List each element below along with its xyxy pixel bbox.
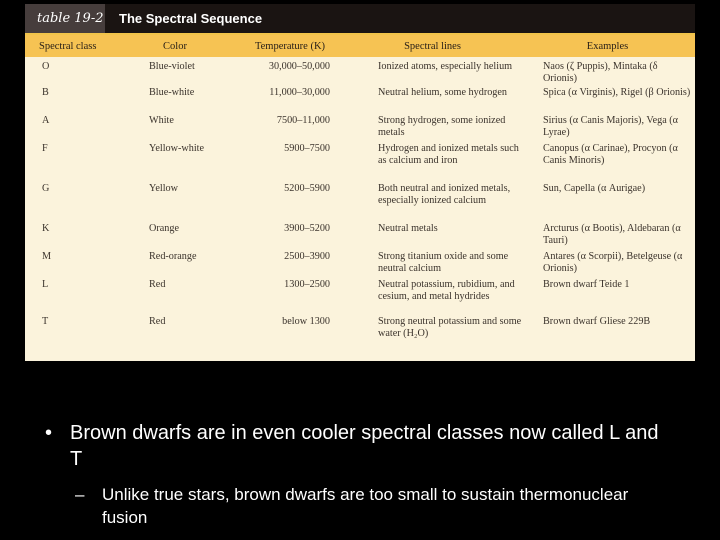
cell-class: F [42, 143, 48, 154]
cell-temperature: 30,000–50,000 [268, 61, 330, 72]
cell-temperature: 7500–11,000 [276, 115, 330, 126]
cell-color: Red-orange [149, 251, 197, 262]
cell-examples: Canopus (α Carinae), Procyon (α Canis Minoris) [543, 143, 678, 166]
cell-class: M [42, 251, 52, 262]
table-row [25, 61, 695, 87]
table-row [25, 115, 695, 143]
cell-color: Blue-violet [149, 61, 195, 72]
cell-class: A [42, 115, 50, 126]
cell-examples: Antares (α Scorpii), Betelgeuse (α Orionis) [543, 251, 683, 274]
cell-color: Blue-white [149, 87, 195, 98]
cell-lines: Neutral helium, some hydrogen [378, 87, 508, 98]
cell-color: Yellow-white [149, 143, 204, 154]
cell-examples: Sirius (α Canis Majoris), Vega (α Lyrae) [543, 115, 678, 138]
table-number-label: table 19-2 [25, 4, 105, 33]
cell-examples: Brown dwarf Teide 1 [543, 279, 630, 290]
bullet-main [45, 420, 665, 472]
cell-examples: Brown dwarf Gliese 229B [543, 316, 651, 327]
column-header-lines: Spectral lines [404, 40, 461, 52]
cell-class: O [42, 61, 50, 72]
cell-lines: Both neutral and ionized metals, especially ionized calcium [378, 183, 511, 206]
cell-examples: Naos (ζ Puppis), Mintaka (δ Orionis) [543, 61, 658, 84]
table-header-bar [25, 4, 695, 35]
cell-examples: Spica (α Virginis), Rigel (β Orionis) [543, 87, 691, 98]
cell-class: L [42, 279, 49, 290]
cell-temperature: 11,000–30,000 [269, 87, 330, 98]
cell-class: G [42, 183, 50, 194]
table-row [25, 223, 695, 251]
cell-class: K [42, 223, 50, 234]
column-header-temperature: Temperature (K) [254, 40, 326, 52]
table-row [25, 316, 695, 356]
cell-lines: Neutral metals [378, 223, 438, 234]
bullet-sub [75, 483, 675, 529]
bullet-main-text: Brown dwarfs are in even cooler spectral classes now called L and T [70, 422, 659, 470]
cell-color: Red [149, 279, 166, 290]
cell-lines: Strong neutral potassium and some water (H₂O) [378, 316, 522, 339]
cell-lines: Neutral potassium, rubidium, and cesium, and metal hydrides [378, 279, 515, 302]
cell-class: B [42, 87, 49, 98]
table-row [25, 251, 695, 279]
cell-temperature: below 1300 [282, 316, 330, 327]
cell-temperature: 1300–2500 [284, 279, 330, 290]
spectral-table [25, 4, 695, 361]
table-body [25, 57, 695, 356]
cell-lines: Hydrogen and ionized metals such as calcium and iron [378, 143, 519, 166]
cell-color: White [149, 115, 174, 126]
cell-temperature: 3900–5200 [284, 223, 330, 234]
column-header-class: Spectral class [39, 40, 97, 52]
cell-temperature: 5200–5900 [284, 183, 330, 194]
cell-temperature: 2500–3900 [284, 251, 330, 262]
cell-color: Red [149, 316, 166, 327]
cell-examples: Arcturus (α Bootis), Aldebaran (α Tauri) [543, 223, 681, 246]
cell-color: Yellow [149, 183, 178, 194]
cell-lines: Ionized atoms, especially helium [378, 61, 513, 72]
table-row [25, 279, 695, 316]
cell-lines: Strong titanium oxide and some neutral calcium [378, 251, 509, 274]
table-row [25, 143, 695, 183]
cell-class: T [42, 316, 49, 327]
cell-lines: Strong hydrogen, some ionized metals [378, 115, 506, 138]
column-header-color: Color [163, 40, 187, 52]
bullet-sub-text: Unlike true stars, brown dwarfs are too small to sustain thermonuclear fusion [102, 485, 629, 527]
cell-temperature: 5900–7500 [284, 143, 330, 154]
table-row [25, 183, 695, 223]
table-row [25, 87, 695, 115]
bullet-dot: • [45, 422, 53, 444]
cell-color: Orange [149, 223, 179, 234]
cell-examples: Sun, Capella (α Aurigae) [543, 183, 646, 194]
table-title: The Spectral Sequence [119, 11, 263, 26]
column-header-examples: Examples [586, 40, 629, 52]
bullet-dash: – [75, 485, 85, 504]
column-header-row [25, 35, 695, 57]
